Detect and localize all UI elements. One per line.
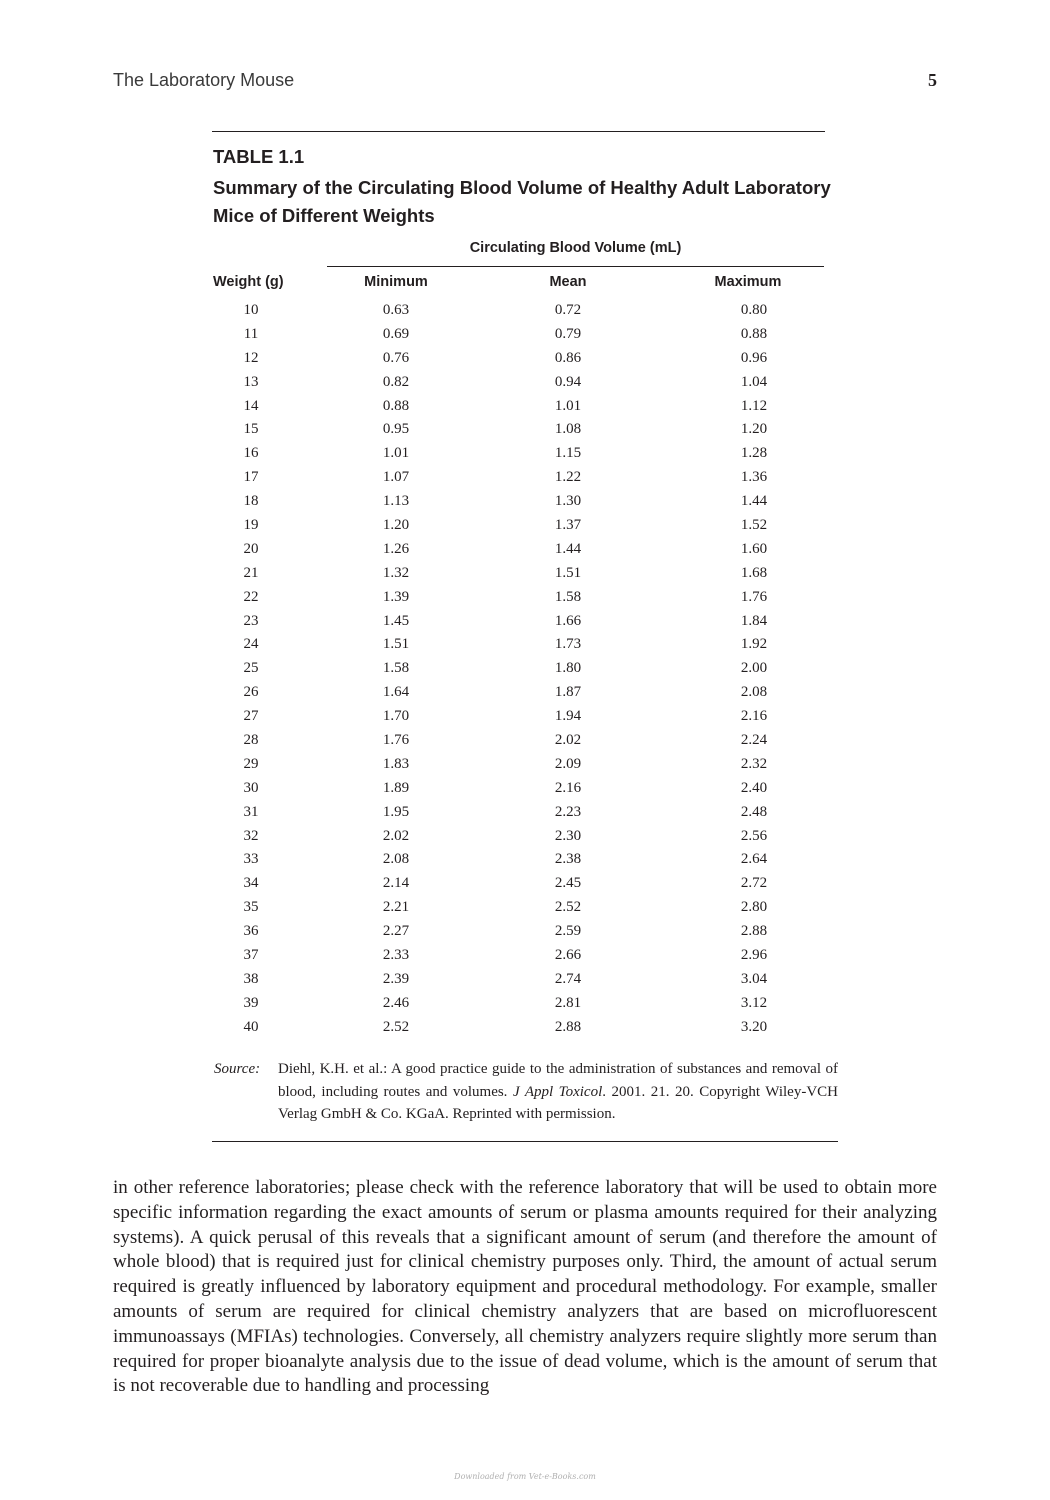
weight-cell: 20: [243, 540, 259, 557]
minimum-cell: 0.63: [382, 302, 410, 318]
weight-cell: 16: [243, 445, 259, 462]
mean-cell: 2.23: [554, 803, 582, 820]
minimum-cell: 1.20: [382, 517, 410, 534]
minimum-cell: 0.88: [382, 397, 410, 414]
minimum-cell: 0.76: [382, 349, 410, 366]
minimum-cell: 1.89: [382, 779, 410, 796]
minimum-cell: 1.64: [382, 684, 410, 701]
maximum-cell: 1.12: [740, 397, 768, 414]
weight-cell: 37: [243, 947, 259, 964]
weight-cell: 13: [243, 373, 259, 390]
table-row: [0, 466, 1050, 490]
source-text-after: . 2001. 21. 20. Copyright Wiley-VCH Verlag GmbH & Co. KGaA. Reprinted with permission.: [278, 1083, 838, 1122]
weight-cell: 23: [243, 612, 259, 629]
source-text: [278, 1058, 838, 1126]
column-header-minimum: Minimum: [364, 274, 428, 290]
maximum-cell: 1.44: [740, 493, 768, 510]
mean-cell: 0.79: [554, 325, 582, 342]
table-top-rule: [212, 131, 825, 132]
mean-cell: 1.58: [554, 588, 582, 605]
maximum-cell: 0.80: [740, 302, 768, 318]
minimum-cell: 1.07: [382, 469, 410, 486]
mean-cell: 1.73: [554, 636, 582, 653]
table-row: [0, 968, 1050, 992]
maximum-cell: 2.16: [740, 708, 768, 725]
maximum-cell: 2.32: [740, 755, 768, 772]
table-title: Summary of the Circulating Blood Volume of Healthy Adult Laboratory Mice of Different Weights: [213, 177, 831, 226]
mean-cell: 0.94: [554, 373, 582, 390]
mean-cell: 1.87: [554, 684, 582, 701]
source-journal: J Appl Toxicol: [512, 1083, 603, 1100]
maximum-cell: 3.20: [740, 1018, 768, 1035]
weight-cell: 33: [243, 851, 259, 868]
maximum-cell: 1.60: [740, 540, 768, 557]
weight-cell: 39: [243, 994, 259, 1011]
maximum-cell: 0.88: [740, 325, 768, 342]
weight-cell: 15: [243, 421, 259, 438]
table-row: [0, 729, 1050, 753]
table-row: [0, 442, 1050, 466]
minimum-cell: 0.69: [382, 325, 410, 342]
maximum-cell: 1.20: [740, 421, 768, 438]
table-row: [0, 490, 1050, 514]
page-number: 5: [928, 70, 937, 90]
table-row: [0, 777, 1050, 801]
maximum-cell: 2.56: [740, 827, 768, 844]
weight-cell: 22: [243, 588, 259, 605]
table-row: [0, 562, 1050, 586]
table-row: [0, 657, 1050, 681]
mean-cell: 2.38: [554, 851, 582, 868]
minimum-cell: 1.26: [382, 540, 410, 557]
weight-cell: 30: [243, 779, 259, 796]
maximum-cell: 0.96: [740, 349, 768, 366]
table-row: [0, 610, 1050, 634]
mean-cell: 2.74: [554, 970, 582, 987]
maximum-cell: 1.84: [740, 612, 768, 629]
mean-cell: 1.01: [554, 397, 582, 414]
minimum-cell: 1.58: [382, 660, 410, 677]
table-row: [0, 1016, 1050, 1040]
minimum-cell: 2.33: [382, 947, 410, 964]
table-row: [0, 825, 1050, 849]
minimum-cell: 1.39: [382, 588, 410, 605]
weight-cell: 27: [243, 708, 259, 725]
maximum-cell: 2.72: [740, 875, 768, 892]
table-row: [0, 896, 1050, 920]
mean-cell: 2.02: [554, 732, 582, 749]
column-header-maximum: Maximum: [714, 274, 782, 290]
mean-cell: 1.44: [554, 540, 582, 557]
weight-cell: 12: [243, 349, 259, 366]
minimum-cell: 2.52: [382, 1018, 410, 1035]
weight-cell: 38: [243, 970, 259, 987]
weight-cell: 11: [243, 325, 259, 342]
mean-cell: 1.30: [554, 493, 582, 510]
minimum-cell: 2.39: [382, 970, 410, 987]
table-row: [0, 705, 1050, 729]
minimum-cell: 1.76: [382, 732, 410, 749]
source-text-before: Diehl, K.H. et al.: A good practice guide to the administration of substances and removal of blood, including routes and volumes.: [278, 1061, 838, 1100]
weight-cell: 21: [243, 564, 259, 581]
minimum-cell: 1.51: [382, 636, 410, 653]
weight-cell: 29: [243, 755, 259, 772]
mean-cell: 2.09: [554, 755, 582, 772]
mean-cell: 1.08: [554, 421, 582, 438]
table-row: [0, 801, 1050, 825]
maximum-cell: 2.00: [740, 660, 768, 677]
maximum-cell: 3.04: [740, 970, 768, 987]
weight-cell: 10: [243, 302, 259, 318]
mean-cell: 0.86: [554, 349, 582, 366]
minimum-cell: 2.27: [382, 923, 410, 940]
table-row: [0, 920, 1050, 944]
minimum-cell: 2.08: [382, 851, 410, 868]
table-row: [0, 753, 1050, 777]
weight-cell: 35: [243, 899, 259, 916]
table-row: [0, 371, 1050, 395]
minimum-cell: 1.13: [382, 493, 410, 510]
column-header-mean: Mean: [549, 274, 587, 290]
source-label: Source:: [214, 1061, 261, 1077]
minimum-cell: 2.46: [382, 994, 410, 1011]
weight-cell: 17: [243, 469, 259, 486]
table-row: [0, 633, 1050, 657]
maximum-cell: 1.76: [740, 588, 768, 605]
mean-cell: 1.37: [554, 517, 582, 534]
mean-cell: 2.45: [554, 875, 582, 892]
table-row: [0, 586, 1050, 610]
weight-cell: 26: [243, 684, 259, 701]
weight-cell: 36: [243, 923, 259, 940]
minimum-cell: 1.83: [382, 755, 410, 772]
footer-watermark: Downloaded from Vet-e-Books.com: [454, 1472, 596, 1481]
mean-cell: 2.16: [554, 779, 582, 796]
weight-cell: 14: [243, 397, 259, 414]
minimum-cell: 2.02: [382, 827, 410, 844]
minimum-cell: 0.82: [382, 373, 410, 390]
column-group-header: Circulating Blood Volume (mL): [469, 240, 682, 256]
maximum-cell: 1.92: [740, 636, 768, 653]
maximum-cell: 1.04: [740, 373, 768, 390]
table-row: [0, 299, 1050, 323]
maximum-cell: 1.52: [740, 517, 768, 534]
mean-cell: 2.66: [554, 947, 582, 964]
minimum-cell: 2.21: [382, 899, 410, 916]
table-label: TABLE 1.1: [213, 146, 305, 167]
maximum-cell: 2.88: [740, 923, 768, 940]
weight-cell: 28: [243, 732, 259, 749]
table-row: [0, 395, 1050, 419]
table-row: [0, 872, 1050, 896]
weight-cell: 18: [243, 493, 259, 510]
minimum-cell: 1.01: [382, 445, 410, 462]
table-source: [214, 1058, 838, 1126]
weight-cell: 40: [243, 1018, 259, 1035]
table-row: [0, 681, 1050, 705]
table-row: [0, 992, 1050, 1016]
table-row: [0, 944, 1050, 968]
table-row: [0, 418, 1050, 442]
maximum-cell: 1.36: [740, 469, 768, 486]
table-row: [0, 514, 1050, 538]
weight-cell: 31: [243, 803, 259, 820]
mean-cell: 2.30: [554, 827, 582, 844]
maximum-cell: 2.40: [740, 779, 768, 796]
table-body: [0, 299, 1050, 1040]
table-row: [0, 323, 1050, 347]
maximum-cell: 2.24: [740, 732, 768, 749]
mean-cell: 1.51: [554, 564, 582, 581]
column-group-rule: [327, 266, 824, 267]
mean-cell: 0.72: [554, 302, 582, 318]
table-row: [0, 538, 1050, 562]
weight-cell: 19: [243, 517, 259, 534]
table-row: [0, 848, 1050, 872]
mean-cell: 1.80: [554, 660, 582, 677]
mean-cell: 2.59: [554, 923, 582, 940]
weight-cell: 34: [243, 875, 259, 892]
minimum-cell: 1.70: [382, 708, 410, 725]
body-paragraph: in other reference laboratories; please check with the reference laboratory that will be used to obtain more specific information regarding the exact amounts of serum or plasma amounts required for their analyzing systems). A quick perusal of this reveals that a significant amount of serum (and therefore the amount of whole blood) that is required just for clinical chemistry purposes only. Third, the amount of actual serum required is greatly influenced by laboratory equipment and procedural methodology. For example, smaller amounts of serum are required for clinical chemistry analyzers that are based on microfluorescent immunoassays (MFIAs) technologies. Conversely, all chemistry analyzers require slightly more serum than required for proper bioanalyte analysis due to the issue of dead volume, which is the amount of serum that is not recoverable due to handling and processing: [113, 1177, 937, 1397]
maximum-cell: 1.28: [740, 445, 768, 462]
maximum-cell: 1.68: [740, 564, 768, 581]
table-bottom-rule: [212, 1141, 838, 1142]
mean-cell: 1.22: [554, 469, 582, 486]
minimum-cell: 0.95: [382, 421, 410, 438]
column-header-weight: Weight (g): [213, 274, 284, 290]
mean-cell: 2.88: [554, 1018, 582, 1035]
maximum-cell: 2.48: [740, 803, 768, 820]
minimum-cell: 1.95: [382, 803, 410, 820]
mean-cell: 2.52: [554, 899, 582, 916]
minimum-cell: 2.14: [382, 875, 410, 892]
table-row: [0, 347, 1050, 371]
weight-cell: 24: [243, 636, 259, 653]
maximum-cell: 2.80: [740, 899, 768, 916]
minimum-cell: 1.45: [382, 612, 410, 629]
mean-cell: 1.94: [554, 708, 582, 725]
maximum-cell: 2.96: [740, 947, 768, 964]
minimum-cell: 1.32: [382, 564, 410, 581]
maximum-cell: 2.08: [740, 684, 768, 701]
weight-cell: 32: [243, 827, 259, 844]
mean-cell: 2.81: [554, 994, 582, 1011]
mean-cell: 1.15: [554, 445, 582, 462]
weight-cell: 25: [243, 660, 259, 677]
maximum-cell: 3.12: [740, 994, 768, 1011]
mean-cell: 1.66: [554, 612, 582, 629]
maximum-cell: 2.64: [740, 851, 768, 868]
running-head: The Laboratory Mouse: [113, 70, 295, 90]
